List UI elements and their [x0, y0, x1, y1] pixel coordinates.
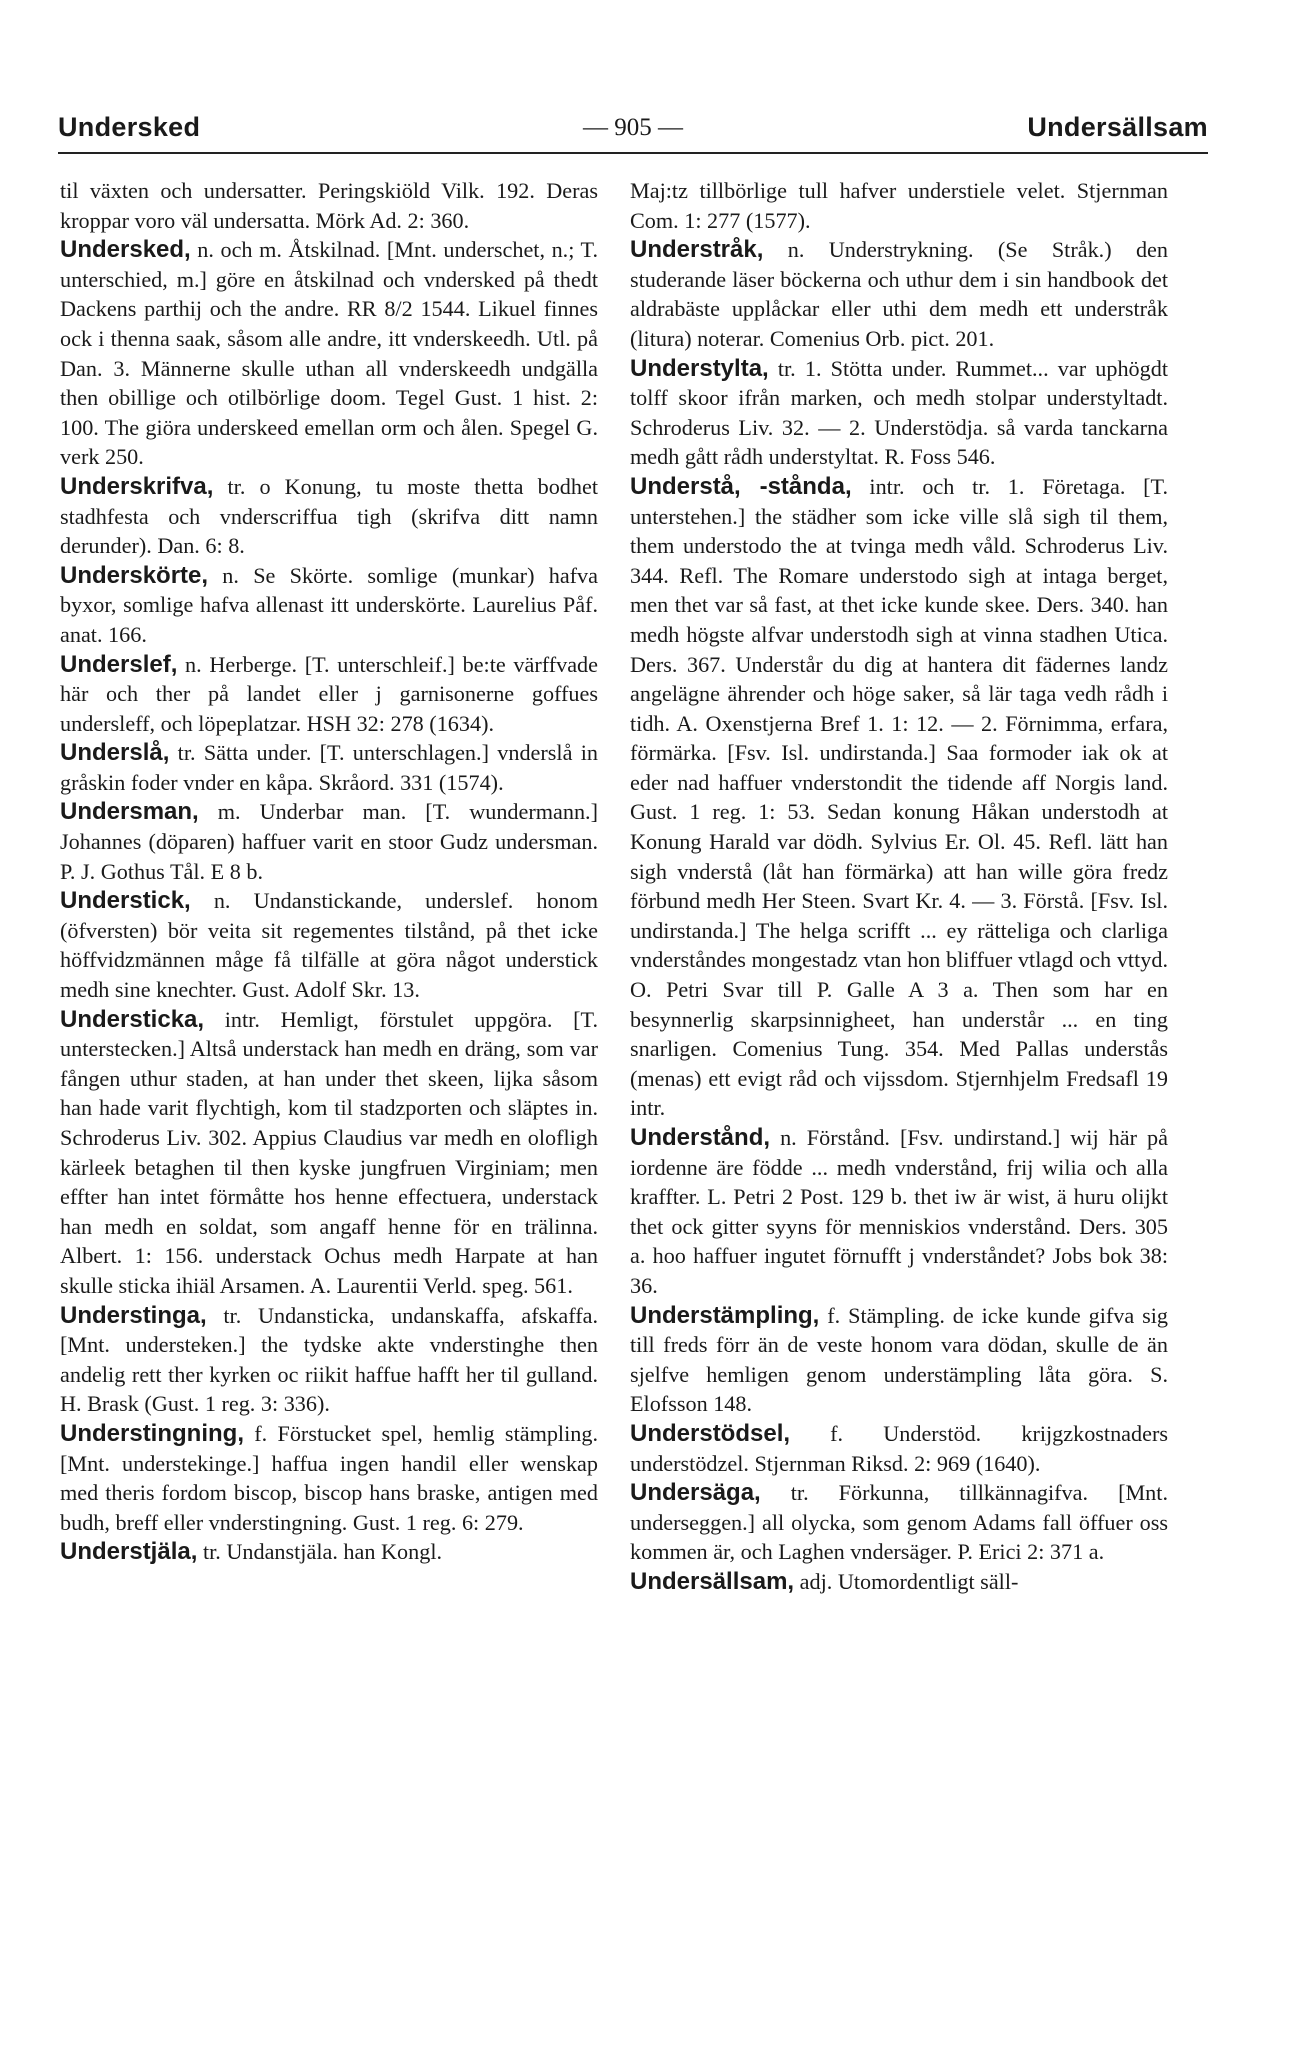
entry-body: n. Förstånd. [Fsv. undirstand.] wij här på iordenne äre födde ... medh vnderstånd, frij wilia och alla kraffter. L. Petri 2 Post. 129 b. thet iw är wist, ä huru olijkt thet ock gitter syyns för menniskios vnderstånd. Ders. 305 a. hoo haffuer ingutet förnufft j vnderståndet? Jobs bok 38: 36.: [630, 1125, 1168, 1298]
entry-headword: Understånd,: [630, 1124, 771, 1151]
entry-body: adj. Utomordentligt säll-: [794, 1568, 1019, 1594]
dictionary-entry: [60, 235, 598, 472]
entry-headword: Underslå,: [60, 739, 170, 767]
dictionary-entry: [630, 1478, 1168, 1567]
right-column: [630, 176, 1168, 2006]
dictionary-entry: [630, 235, 1168, 353]
dictionary-entry: [60, 797, 598, 886]
entry-headword: Undersked,: [60, 236, 191, 264]
dictionary-entry: [60, 472, 598, 561]
dictionary-entry: [60, 650, 598, 739]
dictionary-entry: [60, 1537, 598, 1567]
page-number: — 905 —: [583, 114, 683, 141]
dictionary-entry: [630, 1567, 1168, 1597]
entry-body: til växten och undersatter. Peringskiöld Vilk. 192. Deras kroppar voro väl undersatta. Mörk Ad. 2: 360.: [60, 178, 598, 233]
entry-body: tr. Sätta under. [T. unterschlagen.] vnderslå in gråskin foder vnder en kåpa. Skråord. 331 (1574).: [60, 740, 598, 795]
entry-headword: Underskörte,: [60, 561, 209, 589]
entry-body: n. Se Skörte. somlige (munkar) hafva byxor, somlige hafva allenast itt underskörte. Laurelius Påf. anat. 166.: [60, 562, 598, 647]
dictionary-entry: [60, 1419, 598, 1537]
entry-headword: Understylta,: [630, 354, 769, 382]
entry-headword: Understingning,: [60, 1419, 244, 1447]
entry-headword: Understämpling,: [630, 1301, 820, 1329]
entry-headword: Undersäga,: [630, 1479, 761, 1507]
header-rule: [58, 152, 1208, 154]
dictionary-entry: [60, 1301, 598, 1419]
entry-body: intr. Hemligt, förstulet uppgöra. [T. unterstecken.] Altså understack han medh en dräng, som var fången uthur staden, at han under thet skeen, lijka såsom han hade varit flychtigh, kom til stadzporten och släptes in. Schroderus Liv. 302. Appius Claudius var medh en olofligh kärleek betaghen til then kyske jungfruen Virginiam; men effter han intet förmåtte hos henne effectuera, understack han medh en soldat, som angaff henne för en trälinna. Albert. 1: 156. understack Ochus medh Harpate at han skulle sticka ihiäl Arsamen. A. Laurentii Verld. speg. 561.: [60, 1006, 598, 1298]
entry-body: f. Stämpling. de icke kunde gifva sig till freds förr än de veste honom vara dödan, skulle de än sjelfve hemligen genom understämpling låta göra. S. Elofsson 148.: [630, 1302, 1168, 1417]
entry-body: Maj:tz tillbörlige tull hafver understiele velet. Stjernman Com. 1: 277 (1577).: [630, 178, 1168, 233]
entry-headword: Underskrifva,: [60, 472, 214, 500]
dictionary-entry: [630, 176, 1168, 235]
entry-body: m. Underbar man. [T. wundermann.] Johannes (döparen) haffuer varit en stoor Gudz undersman. P. J. Gothus Tål. E 8 b.: [60, 799, 598, 884]
dictionary-entry: [60, 738, 598, 797]
header-first-word: Undersked: [58, 112, 201, 142]
entry-body: f. Understöd. krijgzkostnaders understödzel. Stjernman Riksd. 2: 969 (1640).: [630, 1420, 1168, 1476]
dictionary-entry: [630, 1419, 1168, 1478]
entry-headword: Understå, -stånda,: [630, 472, 852, 500]
entry-headword: Understödsel,: [630, 1419, 791, 1447]
dictionary-entry: [630, 472, 1168, 1123]
entry-body: n. Herberge. [T. unterschleif.] be:te värffvade här och ther på landet eller j garnisonerne goffues undersleff, och löpeplatzar. HSH 32: 278 (1634).: [60, 651, 598, 736]
dictionary-entry: [60, 561, 598, 650]
entry-body: tr. Förkunna, tillkännagifva. [Mnt. underseggen.] all olycka, som genom Adams fall öffuer oss kommen är, och Laghen vndersäger. P. Erici 2: 371 a.: [630, 1480, 1168, 1565]
entry-body: n. och m. Åtskilnad. [Mnt. underschet, n.; T. unterschied, m.] göre en åtskilnad och vndersked på thedt Dackens parthij och the andre. RR 8/2 1544. Likuel finnes ock i thenna saak, såsom alle andre, itt vnderskeedh. Utl. på Dan. 3. Männerne skulle uthan all vnderskeedh undgälla then obillige och otilbörlige doom. Tegel Gust. 1 hist. 2: 100. The giöra underskeed emellan orm och ålen. Spegel G. verk 250.: [60, 237, 598, 470]
entry-body: intr. och tr. 1. Företaga. [T. unterstehen.] the städher som icke ville slå sigh til them, them understodo the at tvinga medh våld. Schroderus Liv. 344. Refl. The Romare understodo sigh at intaga berget, men thet var så fast, at thet icke kunde skee. Ders. 340. han medh högste alfvar understodh sigh at vinna stadhen Utica. Ders. 367. Understår du dig at hantera dit fädernes landz angelägne ährender och höge saker, så lär taga vedh rådh i tidh. A. Oxenstjerna Bref 1. 1: 12. — 2. Förnimma, erfara, förmärka. [Fsv. Isl. undirstanda.] Saa formoder iak ok at eder nad haffuer vnderstondit the tidende aff Norgis land. Gust. 1 reg. 1: 53. Sedan konung Håkan understodh at Konung Harald var dödh. Sylvius Er. Ol. 45. Refl. lätt han sigh vnderstå (låt han förmärka) att han wille göra fredz förbund medh Her Steen. Svart Kr. 4. — 3. Förstå. [Fsv. Isl. undirstanda.] The helga scrifft ... ey rätteliga och clarliga vnderståndes mongestadz vtan hon bliffuer vtlagd och vttyd. O. Petri Svar till P. Galle A 3 a. Then som har en besynnerlig skarpsinnigheet, han understår ... en ting snarligen. Comenius Tung. 354. Med Pallas understås (menas) ett evigt råd och vijssdom. Stjernhjelm Fredsafl 19 intr.: [630, 473, 1168, 1121]
entry-body: tr. Undansticka, undanskaffa, afskaffa. [Mnt. understeken.] the tydske akte vnderstinghe then andelig rett ther kyrken oc riikit haffue hafft her til gulland. H. Brask (Gust. 1 reg. 3: 336).: [60, 1302, 598, 1417]
running-header: [58, 112, 1208, 152]
dictionary-entry: [630, 354, 1168, 472]
entry-headword: Understicka,: [60, 1005, 205, 1033]
entry-headword: Underslef,: [60, 650, 178, 678]
entry-body: f. Förstucket spel, hemlig stämpling. [Mnt. understekinge.] haffua ingen handil eller wenskap med theris fordom biscop, biscop hans braske, antigen med budh, breff eller vnderstingning. Gust. 1 reg. 6: 279.: [60, 1420, 598, 1535]
dictionary-entry: [60, 176, 598, 235]
dictionary-entry: [60, 1005, 598, 1301]
entry-headword: Understinga,: [60, 1301, 207, 1329]
entry-headword: Undersällsam,: [630, 1567, 795, 1595]
entry-body: tr. o Konung, tu moste thetta bodhet stadhfesta och vnderscriffua tigh (skrifva ditt namn derunder). Dan. 6: 8.: [60, 473, 598, 559]
entry-headword: Undersman,: [60, 798, 199, 826]
entry-body: n. Understrykning. (Se Stråk.) den studerande läser böckerna och uthur dem i sin handbook det aldrabäste upplåckar eller uthi dem medh ett understråk (litura) noterar. Comenius Orb. pict. 201.: [630, 237, 1168, 351]
left-column: [60, 176, 598, 2006]
header-last-word: Undersällsam: [1027, 112, 1208, 142]
entry-headword: Understråk,: [630, 236, 764, 264]
entry-body: n. Undanstickande, underslef. honom (öfversten) bör veita sit regementes tilstånd, på thet icke höffvidzmännen måge få tilfälle at göra något understick medh sine knechter. Gust. Adolf Skr. 13.: [60, 888, 598, 1003]
entry-headword: Understick,: [60, 887, 191, 915]
dictionary-entry: [630, 1301, 1168, 1419]
entry-headword: Understjäla,: [60, 1538, 198, 1566]
dictionary-entry: [60, 886, 598, 1004]
entry-body: tr. Undanstjäla. han Kongl.: [197, 1539, 443, 1565]
dictionary-entry: [630, 1123, 1168, 1301]
entry-body: tr. 1. Stötta under. Rummet... var uphögdt tolff skoor ifrån marken, och medh stolpar understyltadt. Schroderus Liv. 32. — 2. Understödja. så varda tanckarna medh gått rådh understyltat. R. Foss 546.: [630, 355, 1168, 470]
